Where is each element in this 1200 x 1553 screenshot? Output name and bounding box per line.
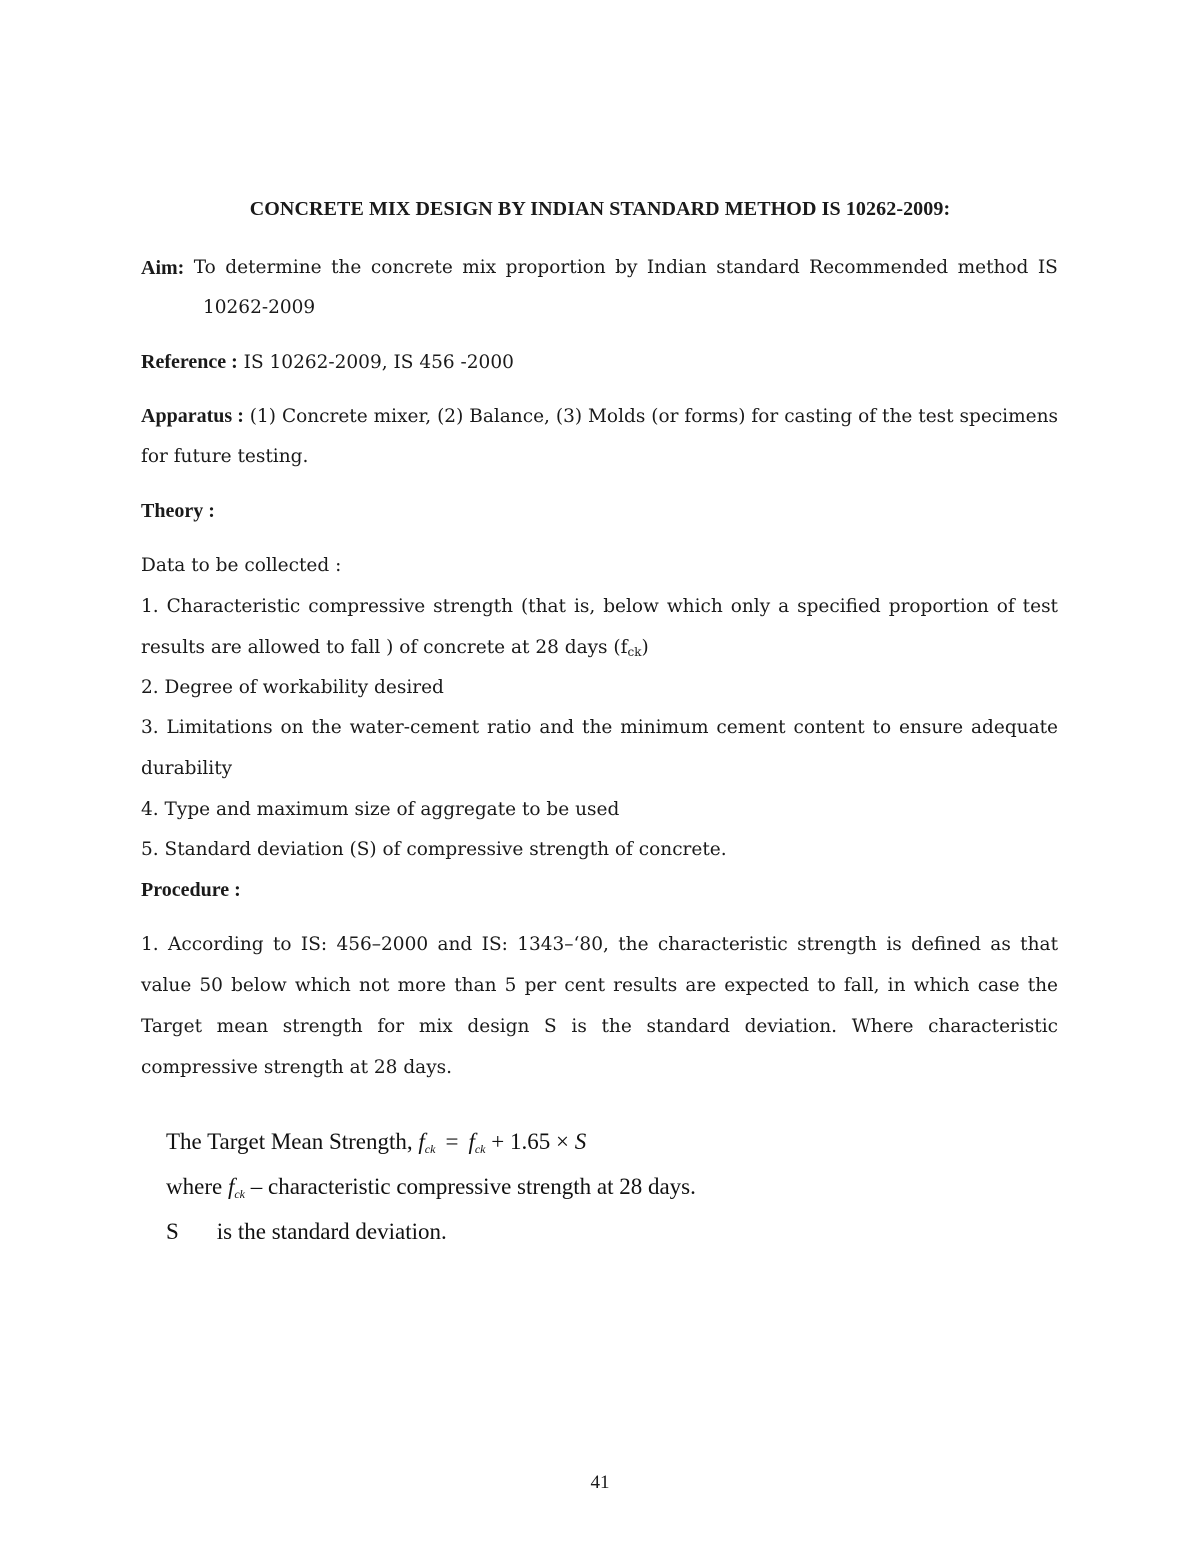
fck-subscript: ck: [627, 645, 642, 659]
theory-item-3: 3. Limitations on the water-cement ratio and the minimum cement content to ensure adequate durability: [141, 717, 1058, 779]
equals-sign: =: [445, 1129, 459, 1154]
aim-word: the: [331, 257, 362, 278]
formula-line-3: S is the standard deviation.: [166, 1219, 447, 1244]
theory-item-1-text: 1. Characteristic compressive strength (that is, below which only a specified proportion of test results are allowed to fall ) of concrete at 28 days (f: [141, 596, 1058, 658]
apparatus-section: [141, 396, 1058, 477]
aim-word: proportion: [505, 257, 606, 278]
formula-line-2: where $f_{ck}$ – characteristic compressive strength at 28 days.: [166, 1174, 696, 1201]
formula-line-1: The Target Mean Strength, $f_{ck} = f_{ck} + 1.65 \times S$: [166, 1129, 587, 1156]
reference-section: [141, 342, 1058, 383]
aim-word: determine: [225, 257, 322, 278]
aim-line-2: 10262-2009: [203, 297, 316, 318]
aim-section: [141, 248, 1058, 328]
theory-item-5: 5. Standard deviation (S) of compressive strength of concrete.: [141, 839, 727, 860]
apparatus-text: (1) Concrete mixer, (2) Balance, (3) Molds (or forms) for casting of the test specimens for future testing.: [141, 406, 1058, 467]
apparatus-label: Apparatus :: [141, 405, 244, 427]
theory-heading: Theory :: [141, 500, 215, 522]
procedure-text: 1. According to IS: 456–2000 and IS: 1343–‘80, the characteristic strength is defined as that value 50 below which not more than 5 per cent results are expected to fall, in which case the Target mean strength for mix design S is the standard deviation. Where characteristic compressive strength at 28 days.: [141, 934, 1058, 1078]
page-number: 41: [590, 1472, 610, 1493]
aim-word: mix: [462, 257, 497, 278]
target-mean-strength-formula: [166, 1123, 696, 1251]
aim-line-1: [141, 248, 1058, 288]
theory-item-2: 2. Degree of workability desired: [141, 677, 444, 698]
aim-word: IS: [1037, 257, 1058, 278]
s-symbol: S: [574, 1129, 587, 1154]
theory-intro: Data to be collected :: [141, 555, 342, 576]
aim-word: by: [615, 257, 638, 278]
reference-label: Reference :: [141, 351, 238, 373]
aim-label: Aim:: [141, 257, 185, 279]
plus-term: + 1.65 ×: [491, 1129, 575, 1154]
procedure-heading: Procedure :: [141, 879, 241, 901]
aim-word: Recommended: [809, 257, 949, 278]
aim-word: standard: [716, 257, 800, 278]
aim-word: concrete: [370, 257, 453, 278]
theory-item-1: [141, 586, 1058, 673]
aim-word: Indian: [646, 257, 707, 278]
f-symbol: f: [418, 1129, 425, 1154]
aim-word: method: [957, 257, 1029, 278]
aim-word: To: [193, 257, 216, 278]
theory-item-1-close: ): [641, 637, 649, 658]
reference-text: IS 10262-2009, IS 456 -2000: [237, 352, 514, 373]
document-title: CONCRETE MIX DESIGN BY INDIAN STANDARD METHOD IS 10262-2009:: [249, 198, 951, 220]
theory-item-4: 4. Type and maximum size of aggregate to be used: [141, 799, 620, 820]
